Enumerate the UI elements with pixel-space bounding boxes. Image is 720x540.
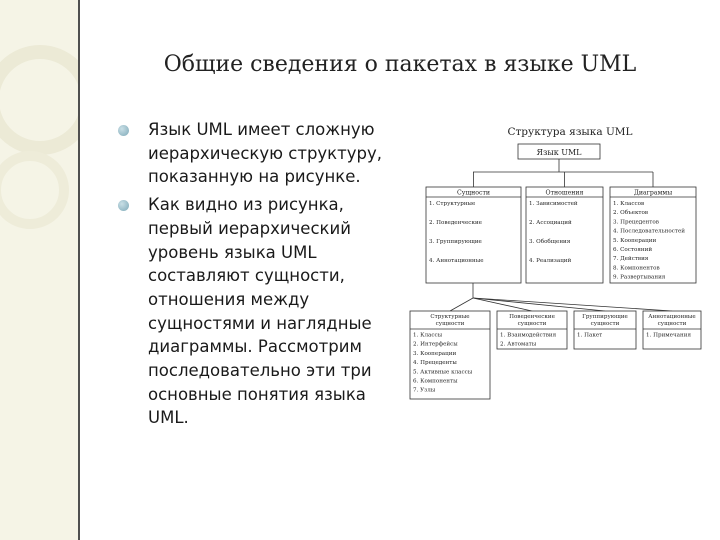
connector-line (473, 298, 605, 311)
level1-title: Диаграммы (633, 189, 673, 197)
root-label: Язык UML (536, 148, 582, 157)
level2-title: Структурные (430, 314, 470, 320)
level2-item: 1. Пакет (577, 332, 603, 339)
level1-item: 1. Структурные (429, 201, 476, 207)
bullet-text: Язык UML имеет сложную иерархическую структуру, показанную на рисунке. (148, 120, 383, 187)
bullet-list (118, 118, 388, 434)
level2-title: сущности (657, 321, 687, 327)
level2-item: 3. Кооперации (413, 350, 457, 357)
level2-item: 7. Узлы (413, 387, 436, 394)
level2-item: 2. Интерфейсы (413, 341, 458, 348)
level1-item: 2. Объектов (613, 210, 649, 217)
level1-item: 6. Состояний (613, 247, 653, 253)
level1-item: 1. Классов (613, 201, 645, 207)
diagram-boxes (410, 187, 701, 399)
level1-title: Отношения (545, 189, 584, 197)
bullet-item (118, 118, 388, 189)
level2-title: сущности (435, 321, 465, 327)
level1-item: 3. Прецедентов (613, 219, 659, 226)
bullet-icon (118, 200, 129, 211)
level1-item: 2. Поведенческие (429, 220, 482, 226)
connector-line (450, 298, 473, 311)
decorative-rings (0, 40, 80, 240)
diagram-caption: Структура языка UML (507, 126, 633, 138)
level1-item: 4. Аннотационные (429, 258, 484, 264)
level2-title: Поведенческие (509, 314, 555, 320)
level2-item: 4. Прецеденты (413, 360, 457, 367)
level1-title: Сущности (457, 189, 490, 197)
level1-item: 1. Зависимостей (529, 201, 578, 207)
level2-item: 2. Автоматы (500, 341, 537, 348)
level1-item: 3. Группирующие (429, 239, 482, 245)
level1-item: 5. Кооперации (613, 237, 657, 244)
level2-title: Группирующие (582, 314, 628, 320)
level1-item: 8. Компонентов (613, 265, 660, 272)
level2-item: 1. Примечания (646, 332, 691, 339)
level2-item: 1. Взаимодействия (500, 332, 557, 339)
left-vertical-rule (78, 0, 80, 540)
level2-title: сущности (517, 321, 547, 327)
bullet-text: Как видно из рисунка, первый иерархический уровень языка UML составляют сущности, отношения между сущностями и наглядные диаграммы. Рассмотрим последовательно эти три основные понятия языка UML. (148, 195, 372, 428)
level2-title: Аннотационные (648, 314, 696, 320)
level1-item: 9. Развертывания (613, 274, 666, 281)
bullet-item (118, 193, 388, 430)
bullet-icon (118, 125, 129, 136)
level2-item: 1. Классы (413, 332, 443, 339)
uml-structure-diagram (408, 120, 703, 410)
level2-item: 6. Компоненты (413, 378, 458, 385)
level1-item: 3. Обобщения (529, 239, 571, 245)
level1-item: 4. Последовательностей (613, 228, 686, 235)
level2-item: 5. Активные классы (413, 369, 473, 376)
level1-item: 2. Ассоциаций (529, 220, 572, 226)
level1-item: 7. Действия (613, 256, 649, 263)
level1-item: 4. Реализаций (529, 258, 572, 264)
level2-title: сущности (590, 321, 620, 327)
slide-title: Общие сведения о пакетах в языке UML (163, 52, 637, 77)
